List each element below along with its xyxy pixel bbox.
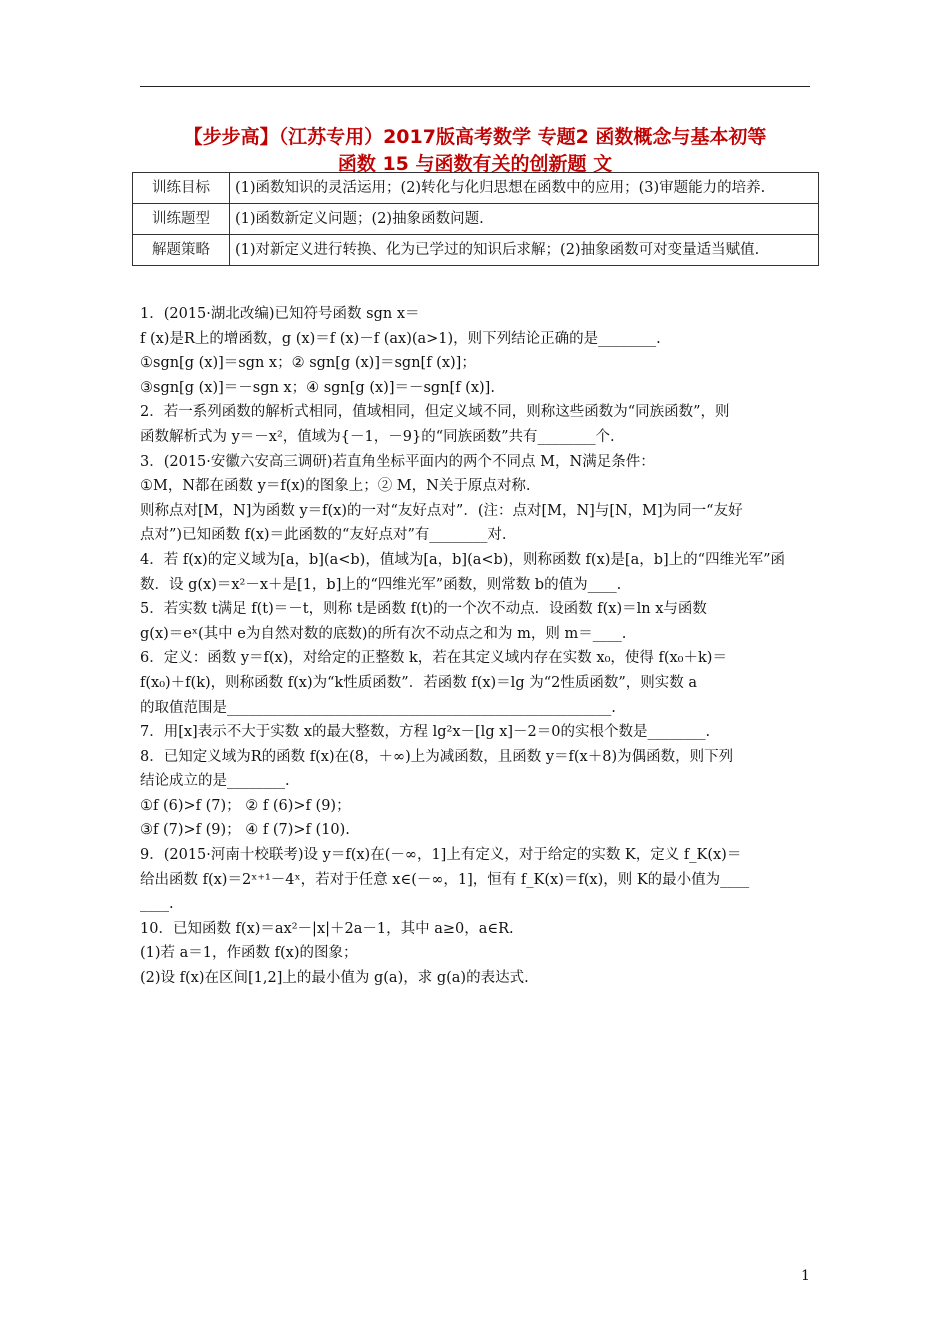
row-label: 训练题型 — [133, 204, 230, 235]
page-number: 1 — [801, 1268, 810, 1284]
header-rule — [140, 86, 810, 87]
problem-line: (1)若 a＝1，作函数 f(x)的图象； — [140, 945, 358, 962]
document-title — [132, 124, 818, 178]
problem-list — [140, 302, 820, 991]
problem-line: 5．若实数 t满足 f(t)＝－t，则称 t是函数 f(t)的一个次不动点．设函数 f(x)＝ln x与函数 — [140, 601, 707, 618]
problem-line: ①f (6)>f (7)； ② f (6)>f (9)； — [140, 797, 351, 814]
table-row — [133, 173, 819, 204]
title-line-1: 【步步高】（江苏专用）2017版高考数学 专题2 函数概念与基本初等 — [183, 126, 767, 148]
row-content: (1)函数知识的灵活运用；(2)转化与化归思想在函数中的应用；(3)审题能力的培养. — [230, 173, 819, 204]
problem-line: 给出函数 f(x)＝2ˣ⁺¹－4ˣ，若对于任意 x∈(－∞，1]，恒有 f_K(x)＝f(x)，则 K的最小值为____ — [140, 871, 750, 888]
problem-line: 的取值范围是_____________________________________________________. — [140, 699, 616, 716]
problem-line: f(x₀)＋f(k)，则称函数 f(x)为“k性质函数”．若函数 f(x)＝lg 为“2性质函数”，则实数 a — [140, 674, 698, 691]
problem-line: 7．用[x]表示不大于实数 x的最大整数，方程 lg²x－[lg x]－2＝0的实根个数是________. — [140, 724, 711, 741]
problem-line: ①M，N都在函数 y＝f(x)的图象上；② M，N关于原点对称. — [140, 478, 531, 495]
problem-line: 点对”)已知函数 f(x)＝此函数的“友好点对”有________对. — [140, 527, 507, 544]
problem-line: 数．设 g(x)＝x²－x＋是[1，b]上的“四维光军”函数，则常数 b的值为____. — [140, 576, 622, 593]
problem-line: ③sgn[g (x)]＝－sgn x；④ sgn[g (x)]＝－sgn[f (x)]. — [140, 379, 495, 396]
problem-line: 10．已知函数 f(x)＝ax²－|x|＋2a－1，其中 a≥0，a∈R. — [140, 920, 514, 937]
problem-line: 3．(2015·安徽六安高三调研)若直角坐标平面内的两个不同点 M，N满足条件： — [140, 453, 655, 470]
row-content: (1)对新定义进行转换、化为已学过的知识后求解；(2)抽象函数可对变量适当赋值. — [230, 235, 819, 266]
problem-line: 1．(2015·湖北改编)已知符号函数 sgn x＝ — [140, 306, 420, 322]
problem-line: ③f (7)>f (9)； ④ f (7)>f (10). — [140, 822, 350, 839]
problem-line: 则称点对[M，N]为函数 y＝f(x)的一对“友好点对”．(注：点对[M，N]与[N，M]为同一“友好 — [140, 502, 743, 519]
table-row — [133, 204, 819, 235]
problem-line: 6．定义：函数 y＝f(x)，对给定的正整数 k，若在其定义域内存在实数 x₀，使得 f(x₀＋k)＝ — [140, 650, 727, 667]
title-line-2: 函数 15 与函数有关的创新题 文 — [337, 153, 613, 175]
row-label: 训练目标 — [133, 173, 230, 204]
problem-line: 2．若一系列函数的解析式相同，值域相同，但定义域不同，则称这些函数为“同族函数”，则 — [140, 404, 730, 421]
problem-line: 4．若 f(x)的定义域为[a，b](a<b)，值域为[a，b](a<b)，则称函数 f(x)是[a，b]上的“四维光军”函 — [140, 551, 785, 568]
problem-line: f (x)是R上的增函数，g (x)＝f (x)－f (ax)(a>1)，则下列结论正确的是________. — [140, 330, 661, 347]
problem-line: 函数解析式为 y＝－x²，值域为{－1，－9}的“同族函数”共有________个. — [140, 428, 615, 445]
training-goal-table — [132, 172, 819, 266]
table-row — [133, 235, 819, 266]
problem-line: g(x)＝eˣ(其中 e为自然对数的底数)的所有次不动点之和为 m，则 m＝____. — [140, 625, 627, 642]
problem-line: ①sgn[g (x)]＝sgn x；② sgn[g (x)]＝sgn[f (x)]； — [140, 355, 476, 372]
row-content: (1)函数新定义问题；(2)抽象函数问题. — [230, 204, 819, 235]
problem-line: (2)设 f(x)在区间[1,2]上的最小值为 g(a)，求 g(a)的表达式. — [140, 970, 529, 987]
problem-line: ____. — [140, 896, 174, 913]
problem-line: 9．(2015·河南十校联考)设 y＝f(x)在(－∞，1]上有定义，对于给定的实数 K，定义 f_K(x)＝ — [140, 847, 742, 864]
row-label: 解题策略 — [133, 235, 230, 266]
problem-line: 结论成立的是________. — [140, 773, 290, 790]
problem-line: 8．已知定义域为R的函数 f(x)在(8，＋∞)上为减函数，且函数 y＝f(x＋8)为偶函数，则下列 — [140, 748, 734, 765]
